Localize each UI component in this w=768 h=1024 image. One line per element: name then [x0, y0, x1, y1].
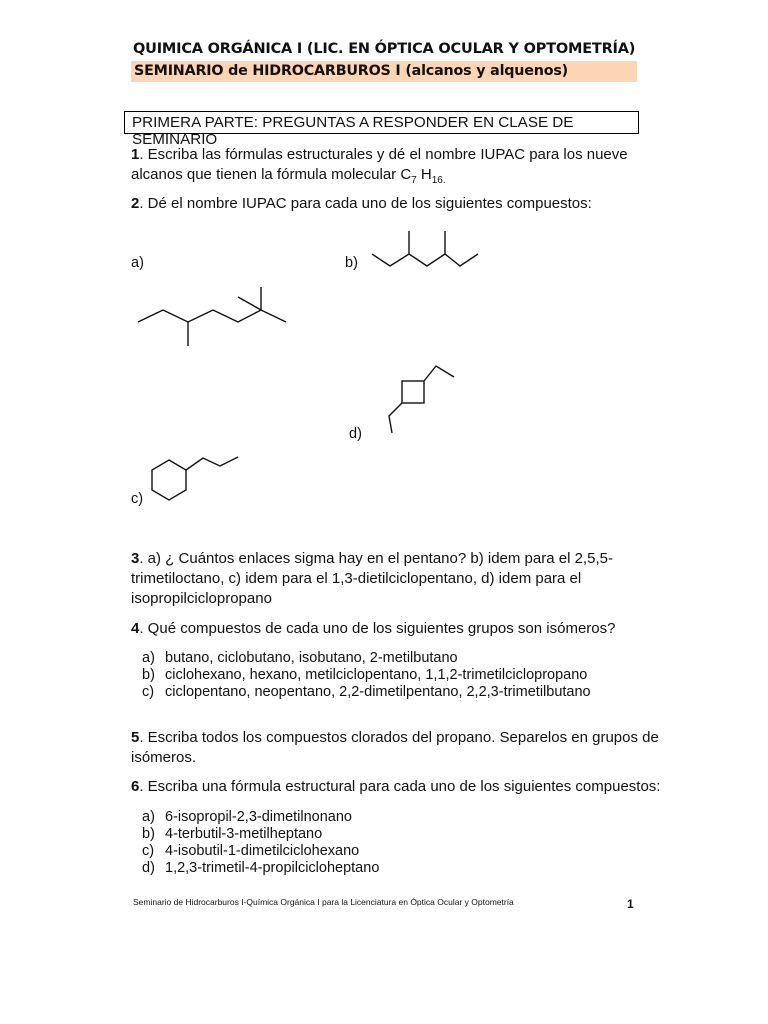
question-4-number: 4	[131, 620, 140, 637]
list-item-text: ciclohexano, hexano, metilciclopentano, 1,1,2-trimetilciclopropano	[165, 667, 588, 683]
list-item-text: 4-terbutil-3-metilheptano	[165, 826, 323, 842]
list-item	[142, 843, 379, 860]
list-item	[142, 860, 379, 877]
list-item	[142, 667, 591, 684]
question-4	[131, 619, 615, 639]
formula-subscript-h: 16.	[431, 175, 446, 186]
question-3-text: . a) ¿ Cuántos enlaces sigma hay en el pentano? b) idem para el 2,5,5-	[139, 550, 613, 567]
list-item	[142, 809, 379, 826]
footer-text: Seminario de Hidrocarburos I-Química Orgánica I para la Licenciatura en Óptica Ocular y Optometría	[133, 897, 514, 907]
formula-subscript-c: 7	[411, 175, 417, 186]
question-4-text: . Qué compuestos de cada uno de los siguientes grupos son isómeros?	[139, 620, 616, 637]
question-3-line3: isopropilciclopropano	[131, 590, 272, 607]
question-2-number: 2	[131, 195, 140, 212]
structure-c-ring	[152, 460, 186, 500]
question-6-number: 6	[131, 778, 140, 795]
question-1-number: 1	[131, 146, 140, 163]
question-1-formula-text: alcanos que tienen la fórmula molecular C	[131, 166, 412, 183]
list-item	[142, 650, 591, 667]
document-subtitle: SEMINARIO de HIDROCARBUROS I (alcanos y alquenos)	[134, 63, 569, 79]
list-item	[142, 684, 591, 701]
question-6	[131, 777, 660, 797]
question-5-number: 5	[131, 729, 140, 746]
question-6-text: . Escriba una fórmula estructural para cada uno de los siguientes compuestos:	[139, 778, 661, 795]
label-a: a)	[131, 255, 144, 271]
structure-c-propyl	[186, 457, 238, 470]
label-c: c)	[131, 491, 144, 507]
question-2-text: . Dé el nombre IUPAC para cada uno de los siguientes compuestos:	[139, 195, 592, 212]
list-item-text: butano, ciclobutano, isobutano, 2-metilbutano	[165, 650, 458, 666]
document-title: QUIMICA ORGÁNICA I (LIC. EN ÓPTICA OCULAR Y OPTOMETRÍA)	[133, 41, 636, 57]
question-5-line2: isómeros.	[131, 749, 197, 766]
formula-h: H	[416, 166, 432, 183]
label-d: d)	[349, 426, 362, 442]
list-marker: d)	[142, 860, 155, 876]
list-item-text: 1,2,3-trimetil-4-propilcicloheptano	[165, 860, 380, 876]
question-3-number: 3	[131, 550, 140, 567]
list-item-text: 6-isopropil-2,3-dimetilnonano	[165, 809, 352, 825]
list-marker: c)	[142, 843, 155, 859]
section-title: PRIMERA PARTE: PREGUNTAS A RESPONDER EN CLASE DE SEMINARIO	[132, 114, 574, 148]
question-6-list	[142, 809, 379, 877]
question-5-text: . Escriba todos los compuestos clorados del propano. Separelos en grupos de	[139, 729, 659, 746]
list-item-text: ciclopentano, neopentano, 2,2-dimetilpentano, 2,2,3-trimetilbutano	[165, 684, 591, 700]
list-item-text: 4-isobutil-1-dimetilciclohexano	[165, 843, 360, 859]
list-marker: c)	[142, 684, 155, 700]
question-3	[131, 549, 613, 609]
question-3-line2: trimetiloctano, c) idem para el 1,3-dietilciclopentano, d) idem para el	[131, 570, 582, 587]
page-number: 1	[627, 897, 634, 911]
question-3-line1	[131, 549, 613, 569]
list-marker: b)	[142, 667, 155, 683]
question-1-text: . Escriba las fórmulas estructurales y dé el nombre IUPAC para los nueve	[139, 146, 628, 163]
label-b: b)	[345, 255, 358, 271]
list-marker: a)	[142, 809, 155, 825]
list-item	[142, 826, 379, 843]
question-5-line1	[131, 728, 659, 748]
list-marker: a)	[142, 650, 155, 666]
list-marker: b)	[142, 826, 155, 842]
question-5	[131, 728, 659, 768]
question-4-list	[142, 650, 591, 701]
